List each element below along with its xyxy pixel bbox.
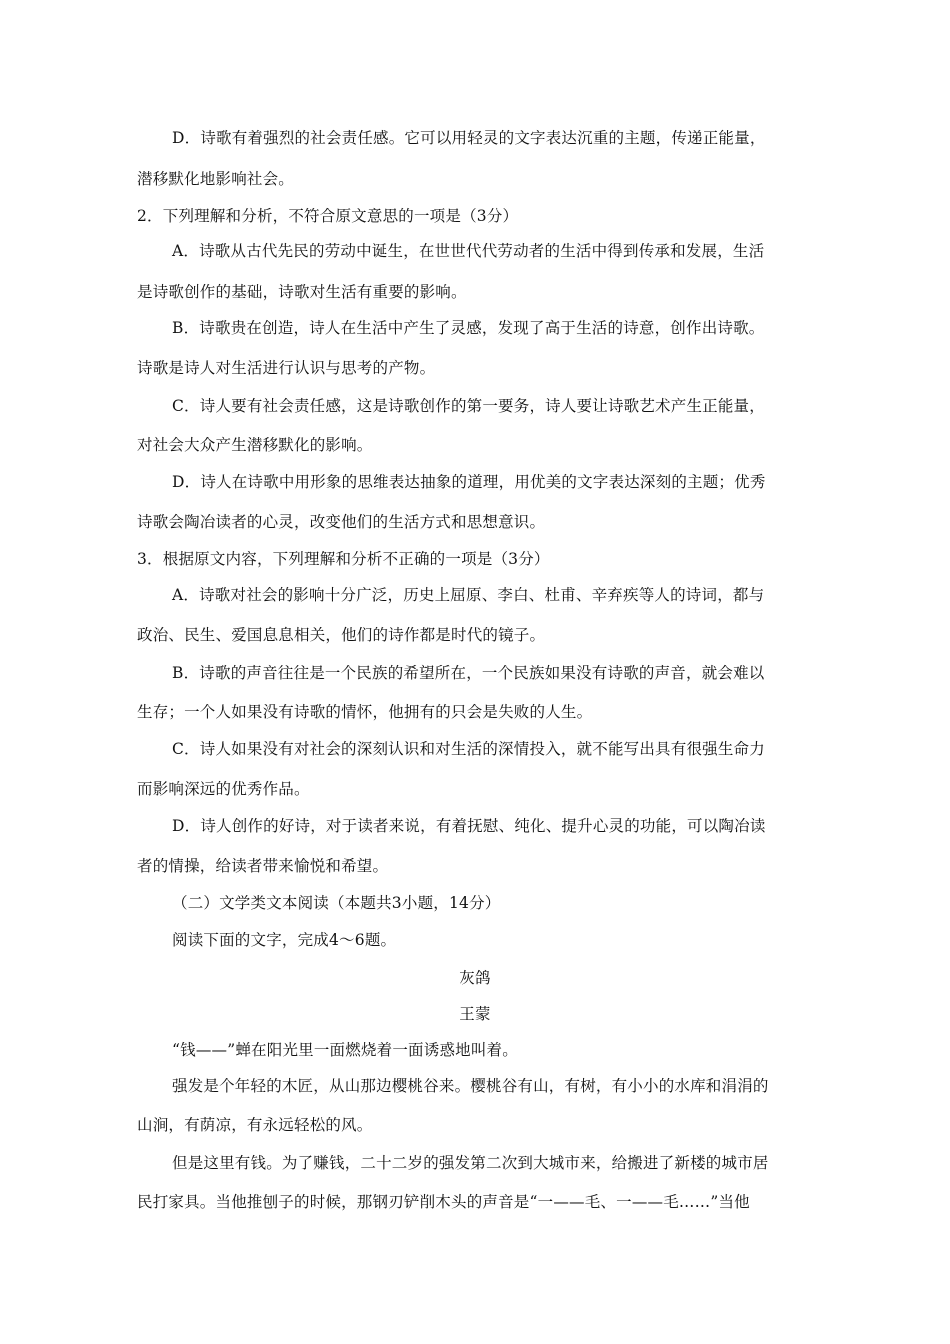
reading-instruction: 阅读下面的文字，完成4～6题。 — [172, 931, 397, 949]
q1-option-d-line1: D．诗歌有着强烈的社会责任感。它可以用轻灵的文字表达沉重的主题，传递正能量， — [172, 129, 766, 147]
q2-option-d-line2: 诗歌会陶冶读者的心灵，改变他们的生活方式和思想意识。 — [137, 513, 546, 531]
q2-option-a-line1: A．诗歌从古代先民的劳动中诞生，在世世代代劳动者的生活中得到传承和发展，生活 — [172, 242, 765, 260]
story-paragraph-2-line1: 强发是个年轻的木匠，从山那边樱桃谷来。樱桃谷有山，有树，有小小的水库和涓涓的 — [172, 1077, 769, 1095]
q2-option-c-line1: C．诗人要有社会责任感，这是诗歌创作的第一要务，诗人要让诗歌艺术产生正能量， — [172, 397, 765, 415]
q3-option-a-line2: 政治、民生、爱国息息相关，他们的诗作都是时代的镜子。 — [137, 626, 546, 644]
story-paragraph-3-line2: 民打家具。当他推刨子的时候，那钢刃铲削木头的声音是“一——毛、一——毛……”当他 — [137, 1193, 750, 1211]
q2-option-b-line1: B．诗歌贵在创造，诗人在生活中产生了灵感，发现了高于生活的诗意，创作出诗歌。 — [172, 319, 765, 337]
question-3-stem: 3．根据原文内容，下列理解和分析不正确的一项是（3分） — [137, 550, 550, 568]
story-paragraph-2-line2: 山涧，有荫凉，有永远轻松的风。 — [137, 1116, 373, 1134]
q3-option-d-line1: D．诗人创作的好诗，对于读者来说，有着抚慰、纯化、提升心灵的功能，可以陶冶读 — [172, 817, 766, 835]
q3-option-a-line1: A．诗歌对社会的影响十分广泛，历史上屈原、李白、杜甫、辛弃疾等人的诗词，都与 — [172, 586, 765, 604]
question-2-stem: 2．下列理解和分析，不符合原文意思的一项是（3分） — [137, 207, 519, 225]
story-paragraph-3-line1: 但是这里有钱。为了赚钱，二十二岁的强发第二次到大城市来，给搬进了新楼的城市居 — [172, 1154, 769, 1172]
section-2-heading: （二）文学类文本阅读（本题共3小题，14分） — [172, 894, 501, 912]
q3-option-c-line2: 而影响深远的优秀作品。 — [137, 780, 310, 798]
q3-option-b-line2: 生存；一个人如果没有诗歌的情怀，他拥有的只会是失败的人生。 — [137, 703, 593, 721]
q2-option-a-line2: 是诗歌创作的基础，诗歌对生活有重要的影响。 — [137, 283, 467, 301]
story-paragraph-1: “钱——”蝉在阳光里一面燃烧着一面诱惑地叫着。 — [172, 1041, 518, 1059]
story-title: 灰鸽 — [459, 969, 491, 987]
q2-option-b-line2: 诗歌是诗人对生活进行认识与思考的产物。 — [137, 359, 436, 377]
q3-option-d-line2: 者的情操，给读者带来愉悦和希望。 — [137, 857, 389, 875]
q2-option-c-line2: 对社会大众产生潜移默化的影响。 — [137, 436, 373, 454]
q3-option-c-line1: C．诗人如果没有对社会的深刻认识和对生活的深情投入，就不能写出具有很强生命力 — [172, 740, 765, 758]
q1-option-d-line2: 潜移默化地影响社会。 — [137, 170, 295, 188]
story-author: 王蒙 — [459, 1005, 491, 1023]
q2-option-d-line1: D．诗人在诗歌中用形象的思维表达抽象的道理，用优美的文字表达深刻的主题；优秀 — [172, 473, 766, 491]
q3-option-b-line1: B．诗歌的声音往往是一个民族的希望所在，一个民族如果没有诗歌的声音，就会难以 — [172, 664, 765, 682]
